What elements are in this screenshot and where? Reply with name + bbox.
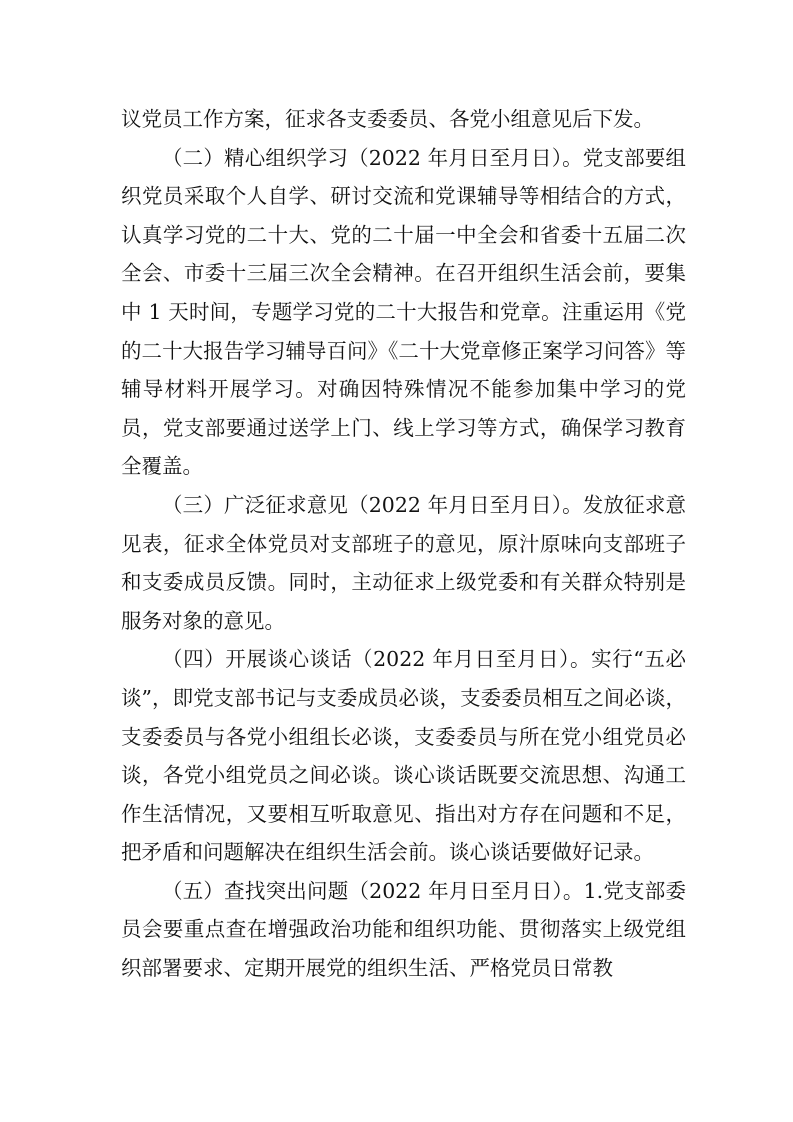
paragraph-study: （二）精心组织学习（2022 年月日至月日）。党支部要组织党员采取个人自学、研讨交流和党课辅导等相结合的方式，认真学习党的二十大、党的二十届一中全会和省委十五届二次全会、市委十三届三次全会精神。在召开组织生活会前，要集中 1 天时间，专题学习党的二十大报告和党章。注重运用《党的二十大报告学习辅导百问》《二十大党章修正案学习问答》等辅导材料开展学习。对确因特殊情况不能参加集中学习的党员，党支部要通过送学上门、线上学习等方式，确保学习教育全覆盖。 <box>121 145 686 479</box>
paragraph-talks: （四）开展谈心谈话（2022 年月日至月日）。实行“五必谈”，即党支部书记与支委成员必谈，支委委员相互之间必谈，支委委员与各党小组组长必谈，支委委员与所在党小组党员必谈，各党小组党员之间必谈。谈心谈话既要交流思想、沟通工作生活情况，又要相互听取意见、指出对方存在问题和不足，把矛盾和问题解决在组织生活会前。谈心谈话要做好记录。 <box>121 647 686 865</box>
paragraph-continuation: 议党员工作方案，征求各支委委员、各党小组意见后下发。 <box>121 107 654 131</box>
paragraph-problems: （五）查找突出问题（2022 年月日至月日）。1.党支部委员会要重点查在增强政治功能和组织功能、贯彻落实上级党组织部署要求、定期开展党的组织生活、严格党员日常教 <box>121 878 686 981</box>
paragraph-opinions: （三）广泛征求意见（2022 年月日至月日）。发放征求意见表，征求全体党员对支部班子的意见，原汁原味向支部班子和支委成员反馈。同时，主动征求上级党委和有关群众特别是服务对象的意见。 <box>121 492 686 633</box>
document-body <box>121 100 686 988</box>
